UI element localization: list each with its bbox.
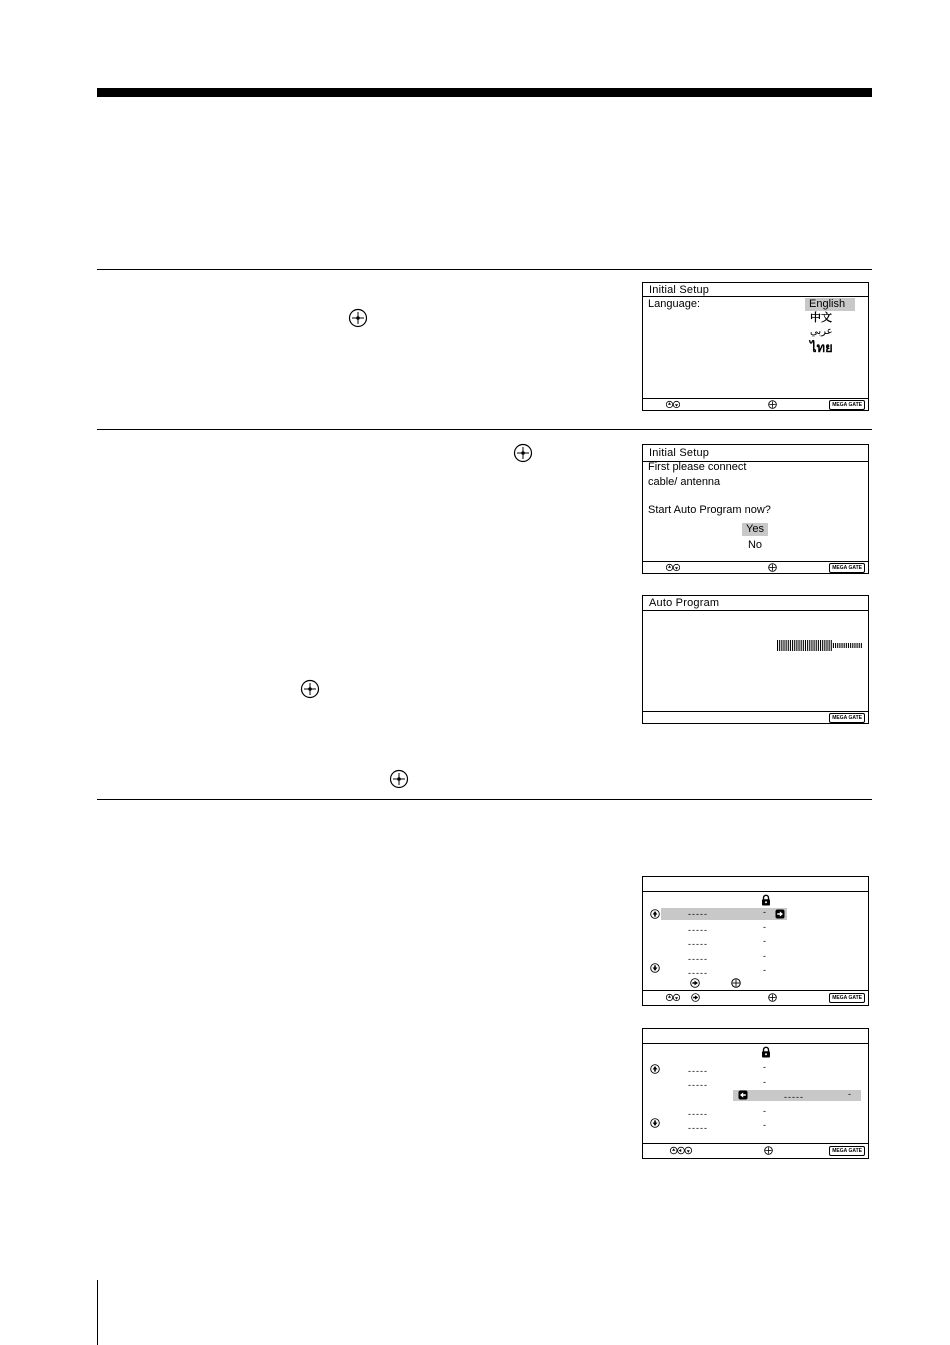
screen-footer bbox=[643, 711, 868, 723]
mega-gate-icon: MEGA GATE bbox=[829, 713, 865, 723]
progress-tick-empty bbox=[861, 643, 862, 648]
progress-tick-empty bbox=[854, 643, 855, 648]
up-down-icon bbox=[666, 563, 680, 572]
progress-tick-filled bbox=[807, 640, 808, 651]
progress-tick-empty bbox=[844, 643, 845, 648]
language-label: Language: bbox=[648, 298, 700, 310]
lock-icon bbox=[761, 1046, 771, 1058]
right-arrow-icon bbox=[690, 978, 700, 988]
channel-row-value: - bbox=[763, 1120, 767, 1130]
progress-tick-filled bbox=[831, 640, 832, 651]
language-option-thai[interactable]: ไทย bbox=[810, 340, 833, 355]
channel-row-value: - bbox=[763, 936, 767, 946]
progress-tick-empty bbox=[835, 643, 836, 648]
channel-edit-value: - bbox=[848, 1089, 852, 1099]
section-divider bbox=[97, 269, 872, 270]
screen-title-bar bbox=[643, 1029, 868, 1044]
progress-tick-filled bbox=[829, 640, 830, 651]
auto-program-screen bbox=[642, 595, 869, 724]
lock-icon bbox=[761, 894, 771, 906]
mega-gate-icon: MEGA GATE bbox=[829, 1146, 865, 1156]
up-arrow-icon bbox=[650, 1064, 660, 1074]
right-arrow-icon[interactable] bbox=[775, 909, 785, 919]
screen-footer bbox=[643, 561, 868, 573]
progress-tick-filled bbox=[792, 640, 793, 651]
progress-tick-filled bbox=[783, 640, 784, 651]
connect-message-line1: First please connect bbox=[648, 461, 747, 473]
progress-tick-filled bbox=[794, 640, 795, 651]
enter-button-icon bbox=[348, 308, 368, 328]
no-option[interactable]: No bbox=[747, 539, 763, 551]
channel-row-value: - bbox=[763, 1062, 767, 1072]
enter-button-icon bbox=[300, 679, 320, 699]
progress-tick-empty bbox=[859, 643, 860, 648]
yes-option[interactable]: Yes bbox=[742, 523, 768, 536]
channel-row-value: - bbox=[763, 1106, 767, 1116]
channel-edit-screen bbox=[642, 1028, 869, 1159]
right-arrow-icon bbox=[691, 993, 700, 1002]
channel-row-name: ----- bbox=[688, 909, 708, 919]
progress-tick-empty bbox=[833, 643, 834, 648]
progress-tick-filled bbox=[820, 640, 821, 651]
progress-tick-filled bbox=[809, 640, 810, 651]
margin-line bbox=[97, 1280, 98, 1345]
channel-row-name: ----- bbox=[688, 1123, 708, 1133]
screen-title-bar bbox=[643, 877, 868, 892]
screen-title: Initial Setup bbox=[643, 445, 868, 462]
channel-edit-name: ----- bbox=[784, 1092, 804, 1102]
language-option-chinese[interactable]: 中文 bbox=[810, 312, 832, 324]
ok-icon bbox=[731, 978, 741, 988]
channel-row-name: ----- bbox=[688, 968, 708, 978]
progress-tick-filled bbox=[805, 640, 806, 651]
progress-tick-filled bbox=[777, 640, 778, 651]
screen-footer bbox=[643, 398, 868, 410]
progress-tick-filled bbox=[786, 640, 787, 651]
section-divider bbox=[97, 799, 872, 800]
auto-program-question: Start Auto Program now? bbox=[648, 504, 771, 516]
progress-tick-filled bbox=[788, 640, 789, 651]
channel-row-selected[interactable] bbox=[661, 908, 787, 920]
enter-button-icon bbox=[389, 769, 409, 789]
up-down-left-icon bbox=[670, 1146, 692, 1155]
screen-footer bbox=[643, 990, 868, 1005]
progress-tick-filled bbox=[811, 640, 812, 651]
progress-tick-empty bbox=[852, 643, 853, 648]
ok-icon bbox=[768, 400, 777, 409]
up-down-icon bbox=[666, 993, 680, 1002]
progress-tick-filled bbox=[824, 640, 825, 651]
initial-setup-language-screen bbox=[642, 282, 869, 411]
progress-tick-filled bbox=[779, 640, 780, 651]
progress-tick-filled bbox=[822, 640, 823, 651]
progress-tick-filled bbox=[790, 640, 791, 651]
progress-tick-filled bbox=[816, 640, 817, 651]
progress-tick-filled bbox=[781, 640, 782, 651]
screen-footer bbox=[643, 1143, 868, 1158]
ok-icon bbox=[768, 993, 777, 1002]
channel-row-name: ----- bbox=[688, 939, 708, 949]
channel-row-value: - bbox=[763, 907, 767, 917]
progress-tick-filled bbox=[826, 640, 827, 651]
up-arrow-icon bbox=[650, 909, 660, 919]
progress-tick-filled bbox=[801, 640, 802, 651]
channel-row-value: - bbox=[763, 951, 767, 961]
channel-row-value: - bbox=[763, 1077, 767, 1087]
channel-row-value: - bbox=[763, 922, 767, 932]
mega-gate-icon: MEGA GATE bbox=[829, 400, 865, 410]
screen-title: Initial Setup bbox=[643, 283, 868, 297]
progress-tick-filled bbox=[803, 640, 804, 651]
initial-setup-connect-screen bbox=[642, 444, 869, 574]
language-option-arabic[interactable]: عربي bbox=[810, 326, 833, 337]
channel-row-name: ----- bbox=[688, 1080, 708, 1090]
progress-tick-empty bbox=[846, 643, 847, 648]
progress-tick-empty bbox=[850, 643, 851, 648]
down-arrow-icon bbox=[650, 1118, 660, 1128]
ok-icon bbox=[768, 563, 777, 572]
progress-tick-empty bbox=[848, 643, 849, 648]
progress-tick-filled bbox=[818, 640, 819, 651]
channel-row-name: ----- bbox=[688, 1066, 708, 1076]
progress-tick-empty bbox=[839, 643, 840, 648]
progress-tick-filled bbox=[796, 640, 797, 651]
channel-row-name: ----- bbox=[688, 954, 708, 964]
connect-message-line2: cable/ antenna bbox=[648, 476, 721, 488]
channel-row-name: ----- bbox=[688, 1109, 708, 1119]
progress-tick-empty bbox=[857, 643, 858, 648]
channel-list-screen bbox=[642, 876, 869, 1006]
channel-row-value: - bbox=[763, 965, 767, 975]
mega-gate-icon: MEGA GATE bbox=[829, 563, 865, 573]
language-option-english[interactable]: English bbox=[805, 298, 855, 311]
section-divider bbox=[97, 429, 872, 430]
header-bar bbox=[97, 88, 872, 97]
ok-icon bbox=[764, 1146, 773, 1155]
auto-program-progress-bar bbox=[777, 640, 863, 651]
left-arrow-icon[interactable] bbox=[738, 1090, 748, 1100]
enter-button-icon bbox=[513, 443, 533, 463]
mega-gate-icon: MEGA GATE bbox=[829, 993, 865, 1003]
screen-title: Auto Program bbox=[643, 596, 868, 611]
progress-tick-empty bbox=[837, 643, 838, 648]
progress-tick-empty bbox=[842, 643, 843, 648]
progress-tick-filled bbox=[814, 640, 815, 651]
down-arrow-icon bbox=[650, 963, 660, 973]
channel-row-name: ----- bbox=[688, 925, 708, 935]
up-down-icon bbox=[666, 400, 680, 409]
progress-tick-filled bbox=[799, 640, 800, 651]
